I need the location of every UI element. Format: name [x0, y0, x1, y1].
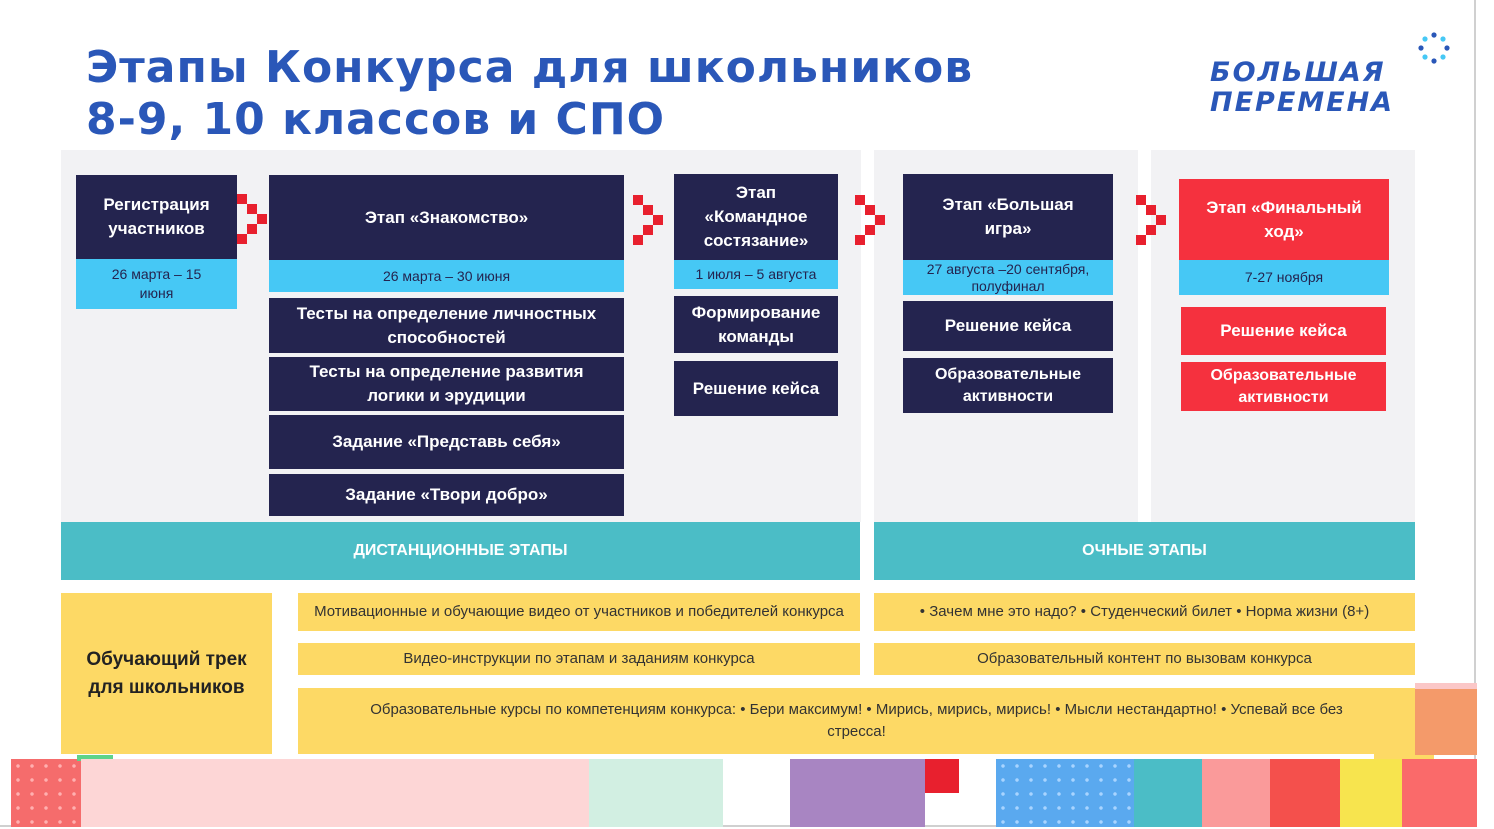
distance-band: ДИСТАНЦИОННЫЕ ЭТАПЫ — [61, 522, 860, 580]
title-line-2: 8-9, 10 классов и СПО — [86, 94, 666, 145]
logo-line-2: ПЕРЕМЕНА — [1210, 87, 1395, 118]
biggame-title: Этап «Большая игра» — [903, 174, 1113, 260]
team-task-2: Решение кейса — [674, 361, 838, 416]
final-dates: 7-27 ноября — [1179, 260, 1389, 295]
biggame-task-1: Решение кейса — [903, 301, 1113, 351]
slide-title — [86, 42, 973, 146]
logo-line-1: БОЛЬШАЯ — [1210, 57, 1386, 88]
biggame-task-2: Образовательные активности — [903, 358, 1113, 413]
track-label: Обучающий трек для школьников — [61, 593, 272, 754]
znakomstvo-task-2: Тесты на определение развития логики и эрудиции — [269, 357, 624, 411]
fulltime-band: ОЧНЫЕ ЭТАПЫ — [874, 522, 1415, 580]
chevron-right-icon — [237, 194, 269, 246]
title-line-1: Этапы Конкурса для школьников — [86, 42, 974, 93]
znakomstvo-task-1: Тесты на определение личностных способностей — [269, 298, 624, 353]
logo-text — [1210, 58, 1394, 118]
chevron-right-icon — [1136, 195, 1168, 247]
registration-title: Регистрация участников — [76, 175, 237, 259]
final-task-2: Образовательные активности — [1181, 362, 1386, 411]
chevron-right-icon — [855, 195, 887, 247]
decor-strip — [11, 755, 1477, 827]
track-item-5: Образовательные курсы по компетенциям конкурса: • Бери максимум! • Мирись, мирись, мирись! • Мысли нестандартно! • Успевай все без стресса! — [298, 688, 1415, 754]
track-item-1: Мотивационные и обучающие видео от участников и победителей конкурса — [298, 593, 860, 631]
track-item-3: • Зачем мне это надо? • Студенческий билет • Норма жизни (8+) — [874, 593, 1415, 631]
team-title: Этап «Командное состязание» — [674, 174, 838, 260]
track-item-2: Видео-инструкции по этапам и заданиям конкурса — [298, 643, 860, 675]
registration-dates: 26 марта – 15 июня — [76, 259, 237, 309]
team-task-1: Формирование команды — [674, 296, 838, 353]
znakomstvo-task-4: Задание «Твори добро» — [269, 474, 624, 516]
biggame-dates: 27 августа –20 сентября, полуфинал — [903, 260, 1113, 295]
final-title: Этап «Финальный ход» — [1179, 179, 1389, 260]
team-dates: 1 июля – 5 августа — [674, 260, 838, 289]
logo-dots-icon — [1418, 32, 1450, 64]
znakomstvo-task-3: Задание «Представь себя» — [269, 415, 624, 469]
znakomstvo-dates: 26 марта – 30 июня — [269, 260, 624, 292]
final-task-1: Решение кейса — [1181, 307, 1386, 355]
track-item-4: Образовательный контент по вызовам конкурса — [874, 643, 1415, 675]
znakomstvo-title: Этап «Знакомство» — [269, 175, 624, 260]
chevron-right-icon — [633, 195, 665, 247]
